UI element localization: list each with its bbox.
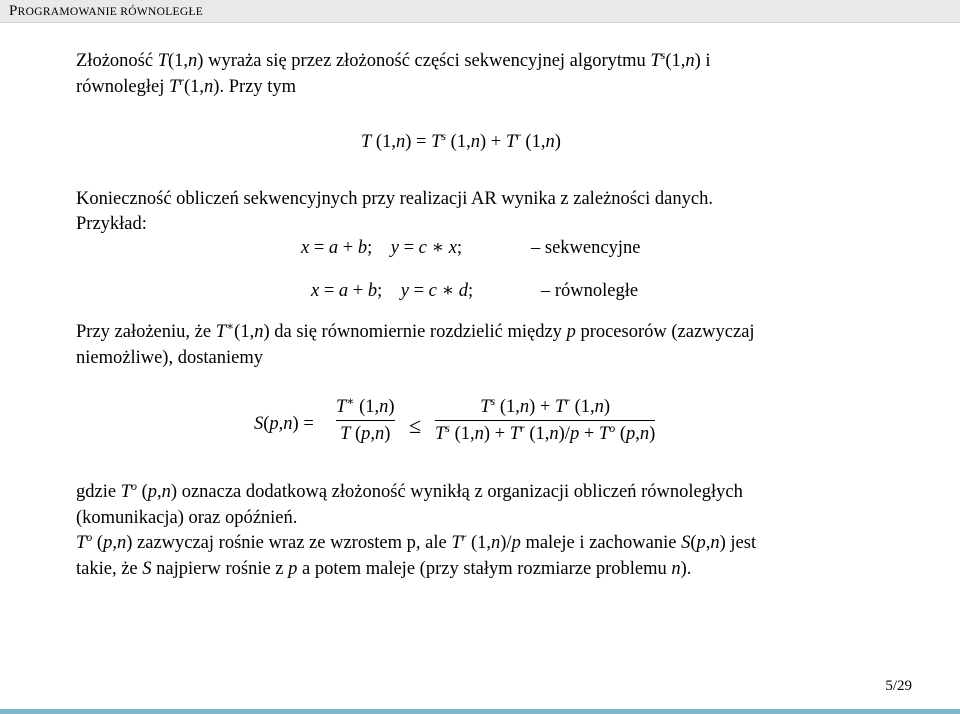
paragraph-overhead: gdzie $T^o$ (p,n) oznacza dodatkową złożoność wynikłą z organizacji obliczeń równoległych (komunikacja) oraz opóźnień. $T^o$ (p,n) zazwyczaj rośnie wraz ze wzrostem p, ale $T^r$ (1,n)/p maleje i zachowanie S(p,n) jest takie, że S najpierw rośnie z p a potem maleje (przy stałym rozmiarze problemu n).	[76, 479, 757, 579]
label-parallel: – równoległe	[541, 281, 639, 301]
section-title: PROGRAMOWANIE RÓWNOLEGŁE	[9, 3, 204, 19]
leq-symbol: ≤	[409, 413, 422, 438]
equation-total-complexity: T $(1,n) = T^s$ $(1,n) + T^r$ (1,n)	[361, 129, 561, 152]
speedup-lhs: S(p,n) =	[254, 414, 314, 434]
footer-bar	[0, 709, 960, 714]
bound-fraction: $T^s$ $(1,n) + T^r$ (1,n) $T^s$ $(1,n) + T^r$ $(1,n)/p + T^o$ (p,n)	[435, 394, 656, 444]
example-parallel: x = a + b; y = c ∗ d;	[311, 281, 474, 301]
label-sequential: – sekwencyjne	[531, 238, 641, 258]
example-sequential: x = a + b; y = c ∗ x;	[301, 238, 463, 258]
paragraph-assumption: Przy założeniu, że T∗(1,n) da się równomiernie rozdzielić między p procesorów (zazwyczaj niemożliwe), dostaniemy	[76, 319, 755, 368]
paragraph-dependency: Konieczność obliczeń sekwencyjnych przy realizacji AR wynika z zależności danych. Przykład:	[76, 189, 713, 234]
paragraph-intro: Złożoność T(1,n) wyraża się przez złożoność części sekwencyjnej algorytmu $T^s(1,n)$ i równoległej $T^r(1,n)$. Przy tym	[76, 48, 711, 97]
slide-header	[0, 0, 960, 23]
page-number: 5/29	[885, 678, 912, 694]
speedup-fraction: T∗ (1,n) T (p,n)	[336, 394, 395, 444]
